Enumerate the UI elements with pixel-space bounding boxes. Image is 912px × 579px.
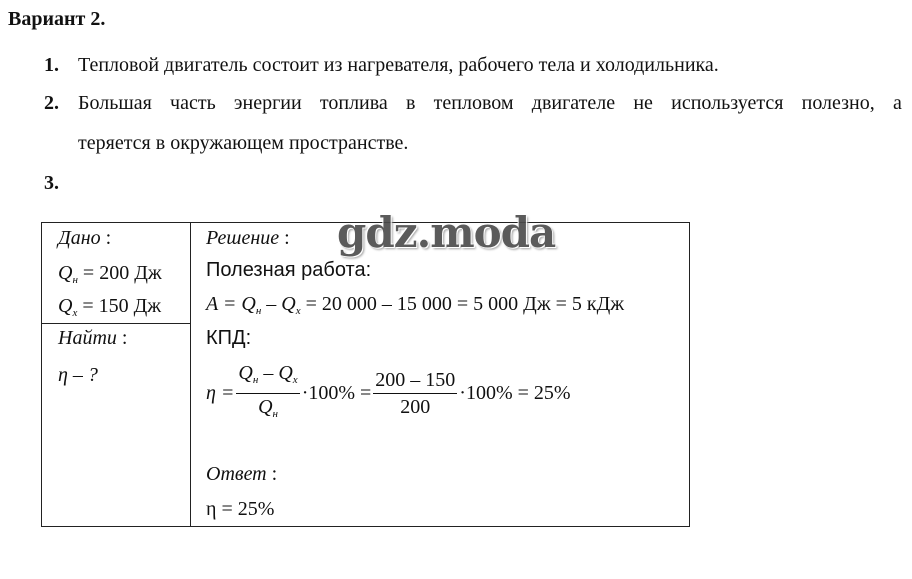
watermark-logo: gdz.moda [337, 208, 556, 257]
table-column-divider [190, 222, 191, 527]
efficiency-fraction-numeric: $\frac{200 - 150}{200}$ [375, 369, 456, 418]
given-heading: Дано : [58, 227, 112, 249]
item-1-number: 1. [44, 54, 59, 76]
solution-heading: Решение : [206, 227, 290, 249]
table-row-divider [41, 323, 191, 324]
efficiency-label: КПД: [206, 327, 252, 349]
item-3-number: 3. [44, 172, 59, 194]
efficiency-formula: η = $\frac{Q_н - Q_х}{Q_н}$ ·100% = $\frac{200 - 150}{200}$ ·100% = 25% [206, 362, 571, 425]
given-qh: $Q_н = 200$ Дж [58, 262, 162, 286]
find-eta: η – ? [58, 364, 98, 386]
given-qx: $Q_х = 150$ Дж [58, 295, 162, 319]
item-2-line-2: теряется в окружающем пространстве. [78, 132, 409, 154]
variant-title: Вариант 2. [8, 8, 106, 30]
efficiency-fraction-symbolic: $\frac{Q_н - Q_х}{Q_н}$ [238, 362, 298, 420]
useful-work-label: Полезная работа: [206, 259, 372, 281]
useful-work-formula: $A = Q_н - Q_х = 20$ 000 – 15 000 = 5 000 Дж = 5 кДж [206, 293, 625, 317]
find-heading: Найти : [58, 327, 128, 349]
item-1-text: Тепловой двигатель состоит из нагревателя, рабочего тела и холодильника. [78, 54, 719, 76]
answer-value: η = 25% [206, 498, 275, 520]
item-2-number: 2. [44, 92, 59, 114]
answer-heading: Ответ : [206, 463, 278, 485]
item-2-line-1: Большая часть энергии топлива в тепловом двигателе не используется полезно, а [78, 92, 902, 114]
